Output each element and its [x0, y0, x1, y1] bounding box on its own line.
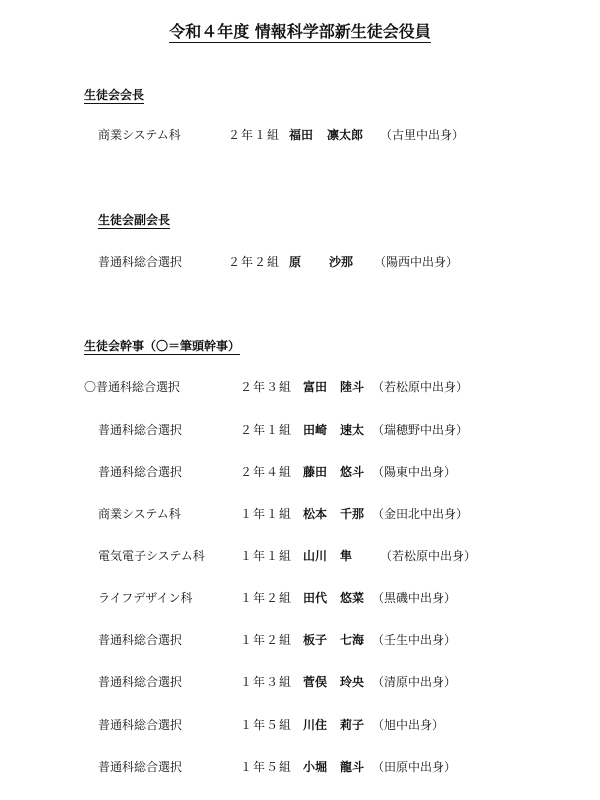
member-school: （壬生中出身） [372, 633, 457, 647]
member-grade: ２年４組 [240, 465, 293, 479]
page-title [0, 19, 600, 42]
member-grade: １年３組 [240, 675, 293, 689]
member-dept: 普通科総合選択 [98, 465, 183, 479]
member-row-vice-president [0, 254, 600, 270]
member-grade: １年５組 [240, 718, 293, 732]
member-surname: 川住 [303, 718, 328, 732]
member-dept: 普通科総合選択 [98, 423, 183, 437]
member-row-officer [0, 674, 600, 690]
member-given-name: 莉子 [340, 718, 365, 732]
member-row-officer [0, 464, 600, 480]
member-surname: 田代 [303, 591, 328, 605]
member-dept: 普通科総合選択 [98, 718, 183, 732]
member-row-officer [0, 717, 600, 733]
member-row-officer [0, 590, 600, 606]
member-dept: 普通科総合選択 [98, 255, 183, 269]
member-given-name: 悠斗 [340, 465, 365, 479]
member-dept: 普通科総合選択 [98, 760, 183, 774]
member-school: （若松原中出身） [380, 549, 477, 563]
member-surname: 田崎 [303, 423, 328, 437]
member-row-officer [0, 632, 600, 648]
member-dept: 普通科総合選択 [98, 633, 183, 647]
member-school: （瑞穂野中出身） [372, 423, 469, 437]
member-grade: １年１組 [240, 507, 293, 521]
member-grade: １年２組 [240, 591, 293, 605]
member-dept: 商業システム科 [98, 128, 181, 142]
member-row-officer [0, 548, 600, 564]
member-dept: 電気電子システム科 [98, 549, 205, 563]
head-officer-mark: 〇 [84, 380, 97, 394]
member-given-name: 千那 [340, 507, 365, 521]
member-given-name: 玲央 [340, 675, 365, 689]
member-school: （清原中出身） [372, 675, 457, 689]
member-surname: 福田 [289, 128, 314, 142]
member-grade: １年１組 [240, 549, 293, 563]
member-given-name: 隼 [340, 549, 353, 563]
member-dept: 普通科総合選択 [98, 675, 183, 689]
member-grade: ２年３組 [240, 380, 293, 394]
member-given-name: 陸斗 [340, 380, 365, 394]
member-surname: 原 [289, 255, 302, 269]
member-given-name: 速太 [340, 423, 365, 437]
section-heading-vice-president: 生徒会副会長 [98, 213, 171, 227]
member-school: （陽東中出身） [372, 465, 457, 479]
member-row-officer [0, 506, 600, 522]
member-given-name: 七海 [340, 633, 365, 647]
member-row-officer [0, 422, 600, 438]
page-title-text: 令和４年度 情報科学部新生徒会役員 [169, 22, 431, 41]
member-school: （古里中出身） [380, 128, 465, 142]
member-grade: ２年２組 [228, 255, 281, 269]
member-grade: １年５組 [240, 760, 293, 774]
member-surname: 小堀 [303, 760, 328, 774]
member-surname: 富田 [303, 380, 328, 394]
member-grade: ２年１組 [240, 423, 293, 437]
member-dept: 〇普通科総合選択 [84, 380, 181, 394]
member-surname: 山川 [303, 549, 328, 563]
member-given-name: 龍斗 [340, 760, 365, 774]
member-row-officer [0, 759, 600, 775]
section-heading-president: 生徒会会長 [84, 88, 145, 102]
member-given-name: 凛太郎 [327, 128, 364, 142]
member-dept: 商業システム科 [98, 507, 181, 521]
member-school: （田原中出身） [372, 760, 457, 774]
member-surname: 菅俣 [303, 675, 328, 689]
member-row-officer [0, 379, 600, 395]
member-school: （陽西中出身） [374, 255, 459, 269]
member-grade: １年２組 [240, 633, 293, 647]
member-row-president [0, 127, 600, 143]
member-school: （若松原中出身） [372, 380, 469, 394]
member-school: （金田北中出身） [372, 507, 469, 521]
member-surname: 藤田 [303, 465, 328, 479]
member-dept: ライフデザイン科 [98, 591, 193, 605]
member-school: （旭中出身） [372, 718, 445, 732]
member-school: （黒磯中出身） [372, 591, 457, 605]
member-given-name: 沙那 [329, 255, 354, 269]
member-surname: 松本 [303, 507, 328, 521]
section-heading-officers: 生徒会幹事（〇＝筆頭幹事） [84, 339, 241, 353]
member-grade: ２年１組 [228, 128, 281, 142]
member-given-name: 悠菜 [340, 591, 365, 605]
member-surname: 板子 [303, 633, 328, 647]
